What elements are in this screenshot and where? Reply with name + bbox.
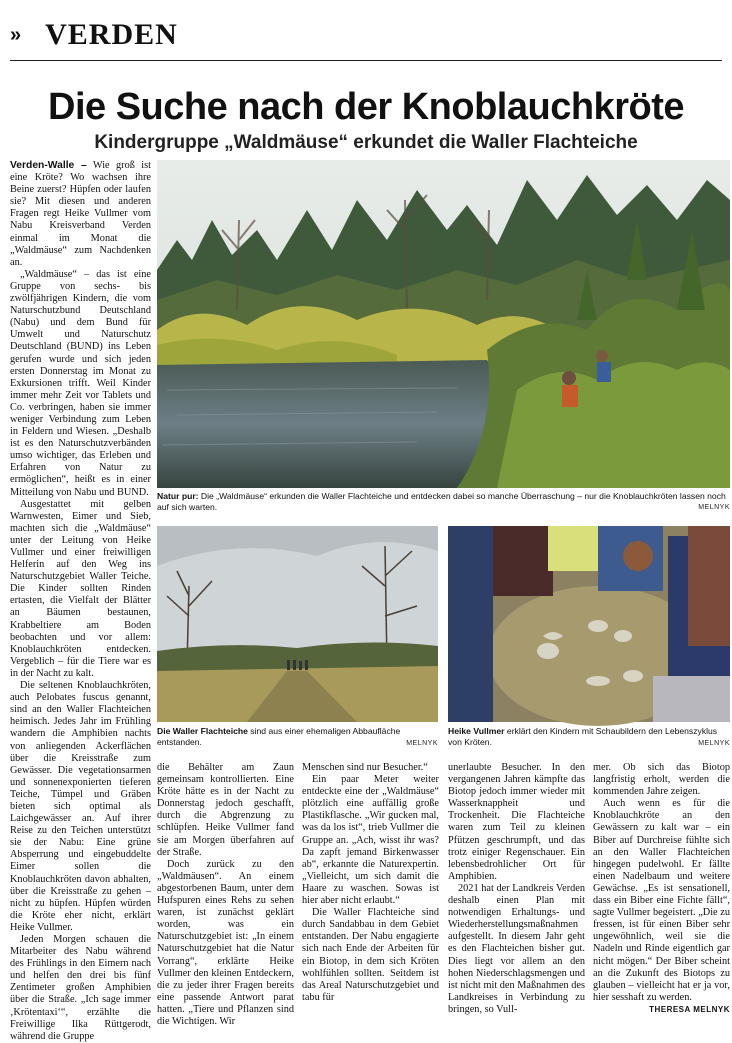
body-text: Auch wenn es für die Knoblauchkröte an den Gewässern zu kalt war – ein Biber auf Durchreise fühlte sich an den Waller Flachteichen hingegen pudelwohl. Er fällte einen Nadelbaum und weitere Gewächse. „Es ist sensationell, dass ein Biber eine Fichte fällt“, sagte Vullmer begeistert. „Die zu fressen, ist für einen Biber sehr ungewöhnlich, weil sie die Nadeln und Rinde eigentlich gar nicht mögen.“ Der Biber scheint an die Zukunft des Biotops zu glauben – vielleicht hat er ja vor, hier sesshaft zu werden.: [593, 798, 730, 1003]
lead-paragraph: [10, 160, 151, 269]
flachteiche-image: [157, 526, 438, 722]
main-photo: [157, 160, 730, 488]
section-title: VERDEN: [45, 18, 178, 51]
body-paragraph: mer. Ob sich das Biotop langfristig erholt, werden die kommenden Jahre zeigen.: [593, 762, 730, 798]
article-subheadline: Kindergruppe „Waldmäuse“ erkundet die Waller Flachteiche: [94, 132, 638, 153]
author-byline: THERESA MELNYK: [649, 1004, 730, 1014]
children-photo: [448, 526, 730, 722]
photo-credit: MELNYK: [406, 740, 438, 747]
body-paragraph: Ausgestattet mit gelben Warnwesten, Eimer und Sieb, machten sich die „Waldmäuse“ unter der Leitung von Heike Vullmer und einer freiwilligen Helferin auf den Weg ins Naturschutzgebiet Waller Teiche. Die Kinder sollten Rinden ertasten, die Vielfalt der Blätter an Bäumen bestaunen, Krabbeltiere am Boden beobachten und vor allem: Knoblauchkröten entdecken. Vergeblich – für die Tiere war es in der Nacht zu kalt.: [10, 498, 151, 679]
body-paragraph: Die Waller Flachteiche sind durch Sandabbau in dem Gebiet entstanden. Der Nabu engagierte sich nach Ende der Arbeiten für ein Biotop, in dem sich Kröten wohlfühlen sollten. Seitdem ist das Areal Naturschutzgebiet und tabu für: [302, 907, 439, 1003]
body-paragraph: „Waldmäuse“ – das ist eine Gruppe von sechs- bis zwölfjährigen Kindern, die vom Naturschutzbund Deutschland (Nabu) und dem Bund für Umwelt und Naturschutz Deutschland (BUND) ins Leben gerufen wurde und sich jeden ersten Donnerstag im Monat zu Exkursionen trifft. Weil Kinder immer mehr Zeit vor Tablets und Co. verbringen, haben sie immer weniger Verbindung zum Leben in Feldern und Wiesen. „Deshalb ist es den Naturschutzverbänden umso wichtiger, das Erleben und Erfahren von Natur zu ermöglichen“, heißt es in einer Mitteilung von Nabu und BUND.: [10, 268, 151, 498]
caption-lead: Natur pur:: [157, 491, 199, 501]
children-lifecycle-image: [448, 526, 730, 722]
masthead-divider: [10, 60, 722, 61]
body-paragraph: die Behälter am Zaun gemeinsam kontrollierten. Eine Kröte hätte es in der Nacht zu Donnerstag jedoch geschafft, durch die Abgrenzung zu schlüpfen. Heike Vullmer fand sie am Morgen überfahren auf der Straße.: [157, 762, 294, 858]
body-paragraph: [593, 798, 730, 1014]
section-masthead: [10, 18, 178, 52]
body-paragraph: Menschen sind nur Besucher.“: [302, 762, 428, 773]
pond-forest-image: [157, 160, 730, 488]
body-paragraph: 2021 hat der Landkreis Verden deshalb einen Plan mit notwendigen Erhaltungs- und Wiederherstellungsmaßnahmen aufgestellt. In diesem Jahr geht es den Flachteichen bisher gut. Dies liegt vor allem an den hohen Niederschlagsmengen und ist nicht mit den Maßnahmen des Landkreises in Verbindung zu bringen, so Vull-: [448, 882, 585, 1015]
body-paragraph: Doch zurück zu den „Waldmäusen“. An einem abgestorbenen Baum, unter dem Hufspuren eines Rehs zu sehen waren, ist zunächst geklärt worden, was ein Naturschutzgebiet ist: „In einem Naturschutzgebiet hat die Natur Vorrang“, erklärte Heike Vullmer den kleinen Entdeckern, die zu jeder ihrer Fragen bereits eine passende Antwort parat hatten. „Tiere und Pflanzen sind die Wichtigen. Wir: [157, 858, 294, 1027]
caption-lead: Heike Vullmer: [448, 726, 505, 736]
article-column-1: [10, 160, 151, 1042]
photo-credit: MELNYK: [698, 740, 730, 747]
pond-area-photo: [157, 526, 438, 722]
caption-lead: Die Waller Flachteiche: [157, 726, 248, 736]
article-column-3: [302, 762, 439, 1012]
article-column-2: [157, 762, 294, 1027]
article-headline: Die Suche nach der Knoblauchkröte: [48, 86, 684, 128]
caption-text: Die „Waldmäuse“ erkunden die Waller Flachteiche und entdecken dabei so manche Überraschung – nur die Knoblauchkröten lassen noch auf sich warten.: [157, 491, 726, 512]
body-paragraph: Jeden Morgen schauen die Mitarbeiter des Nabu während des Frühlings in den Eimern nach und helfen den drei bis fünf Zentimeter großen Amphibien über die Straße. „Ich sage immer ‚Krötentaxi‘“, erzählte die Freiwillige Ilka Rüttgerodt, während die Gruppe: [10, 934, 151, 1042]
lead-text: Wie groß ist eine Kröte? Wo wachsen ihre Beine zuerst? Hüpfen oder laufen sie? Mit diesen und anderen Fragen regt Heike Vullmer vom Nabu Kreisverband Verden einmal im Monat die „Waldmäuse“ zum Nachdenken an.: [10, 160, 151, 268]
body-paragraph: unerlaubte Besucher. In den vergangenen Jahren kämpfte das Biotop jedoch immer wieder mit Wasserknappheit und Trockenheit. Die Flachteiche waren zum Teil zu kleinen Pfützen geschrumpft, und das trotz einiger Regenschauer. Ein lebensbedrohlicher Ort für Amphibien.: [448, 762, 585, 882]
photo-credit: MELNYK: [698, 504, 730, 511]
body-paragraph: Ein paar Meter weiter entdeckte eine der „Waldmäuse“ plötzlich eine auffällig große Plastikflasche. „Wir gucken mal, was da los ist“, trieb Vullmer die Gruppe an. „Ach, wisst ihr was? Da zapft jemand Birkenwasser ab“, erkannte die Naturexpertin. „Vielleicht, um sich damit die Haare zu waschen. Sowas ist hier aber nicht erlaubt.“: [302, 774, 439, 907]
caption-text: erklärt den Kindern mit Schaubildern den Lebenszyklus von Kröten.: [448, 726, 718, 747]
body-paragraph: Die seltenen Knoblauchkröten, auch Pelobates fuscus genannt, sind an den Waller Flachteichen heimisch. Jedes Jahr im Frühling wandern die Amphibien nachts von anliegenden Ackerflächen über die Kreisstraße zum Gewässer. Die vegetationsarmen und sonnenexponierten tieferen Teiche, Tümpel und Gräben bieten sich optimal als Laichgewässer an. Auf ihrer Reise zu den Teichen unterstützt sie der Nabu: Eine grüne Absperrung und eingebuddelte Eimer sollen die Knoblauchkröten davon abhalten, über die Kreisstraße zu gehen – nicht zu hüpfen. Hüpfen würden die Kröte eher nicht, erklärt Heike Vullmer.: [10, 680, 151, 933]
caption-text: sind aus einer ehemaligen Abbaufläche entstanden.: [157, 726, 401, 747]
article-column-4: [448, 762, 585, 1015]
dateline: Verden-Walle –: [10, 160, 87, 171]
chevron-icon: »: [10, 23, 22, 46]
article-column-5: [593, 762, 730, 1012]
